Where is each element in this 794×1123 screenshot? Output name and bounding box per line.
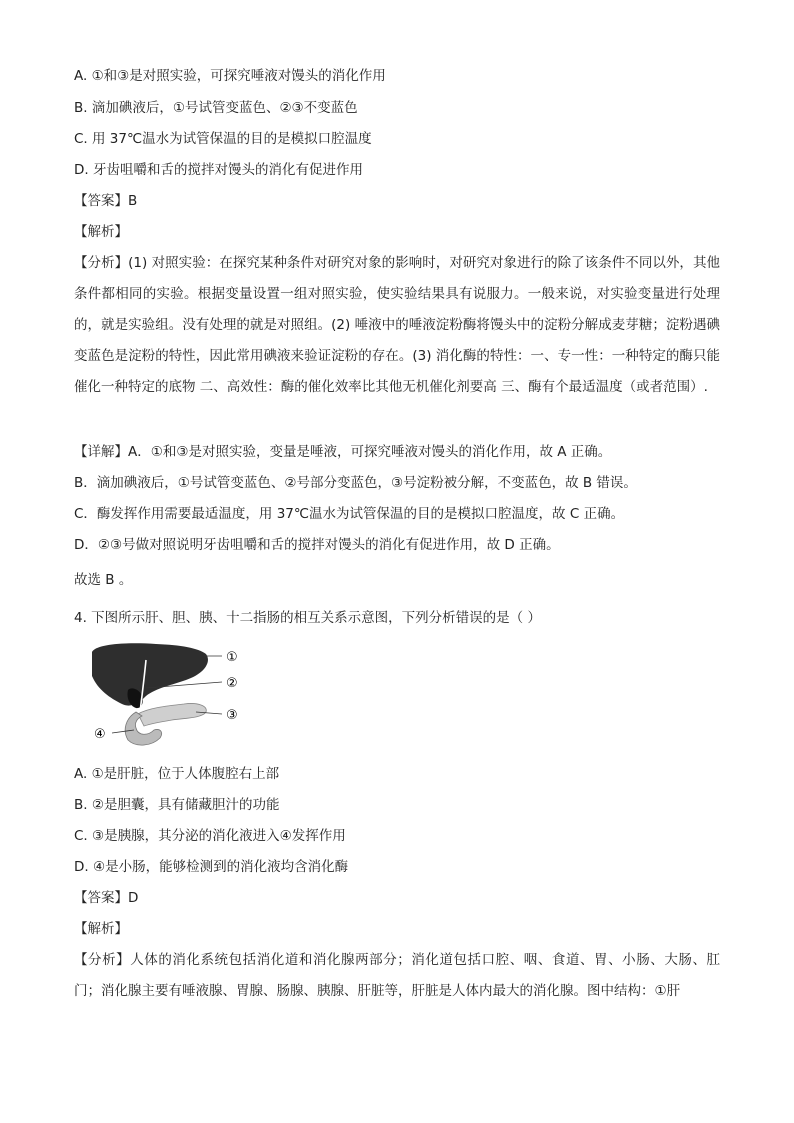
figure-label-2: ② — [226, 676, 238, 691]
digestive-organs-figure — [86, 640, 246, 750]
q3-answer: 【答案】B — [74, 193, 138, 209]
q3-option-a: A. ①和③是对照实验，可探究唾液对馒头的消化作用 — [74, 68, 386, 84]
q3-detail-b: B．滴加碘液后，①号试管变蓝色、②号部分变蓝色，③号淀粉被分解，不变蓝色，故 B 错误。 — [74, 475, 637, 491]
q4-option-c: C. ③是胰腺，其分泌的消化液进入④发挥作用 — [74, 828, 346, 844]
q4-option-b: B. ②是胆囊，具有储藏胆汁的功能 — [74, 797, 280, 813]
figure-label-3: ③ — [226, 708, 238, 723]
q4-analysis-label: 【解析】 — [74, 921, 128, 937]
q4-stem: 4. 下图所示肝、胆、胰、十二指肠的相互关系示意图，下列分析错误的是（ ） — [74, 610, 541, 626]
q3-detail-a: 【详解】A．①和③是对照实验，变量是唾液，可探究唾液对馒头的消化作用，故 A 正确。 — [74, 444, 612, 460]
q4-option-a: A. ①是肝脏，位于人体腹腔右上部 — [74, 766, 280, 782]
q3-analysis-label: 【解析】 — [74, 224, 128, 240]
q3-option-b: B. 滴加碘液后，①号试管变蓝色、②③不变蓝色 — [74, 100, 358, 116]
q3-option-d: D. 牙齿咀嚼和舌的搅拌对馒头的消化有促进作用 — [74, 162, 363, 178]
q3-detail-c: C．酶发挥作用需要最适温度，用 37℃温水为试管保温的目的是模拟口腔温度，故 C 正确。 — [74, 506, 625, 522]
liver-shape — [92, 643, 208, 705]
q4-option-d: D. ④是小肠，能够检测到的消化液均含消化酶 — [74, 859, 349, 875]
q3-option-c: C. 用 37℃温水为试管保温的目的是模拟口腔温度 — [74, 131, 372, 147]
q4-answer: 【答案】D — [74, 890, 139, 906]
q4-analysis-text: 【分析】人体的消化系统包括消化道和消化腺两部分；消化道包括口腔、咽、食道、胃、小肠、大肠、肛门；消化腺主要有唾液腺、胃腺、肠腺、胰腺、肝脏等，肝脏是人体内最大的消化腺。图中结构：①肝 — [74, 952, 720, 999]
q3-detail-d: D．②③号做对照说明牙齿咀嚼和舌的搅拌对馒头的消化有促进作用，故 D 正确。 — [74, 537, 560, 553]
figure-label-4: ④ — [94, 727, 106, 742]
q3-conclusion: 故选 B 。 — [74, 572, 133, 588]
q3-analysis-text: 【分析】(1) 对照实验：在探究某种条件对研究对象的影响时，对研究对象进行的除了该条件不同以外，其他条件都相同的实验。根据变量设置一组对照实验，使实验结果具有说服力。一般来说，对实验变量进行处理的，就是实验组。没有处理的就是对照组。(2) 唾液中的唾液淀粉酶将馒头中的淀粉分解成麦芽糖；淀粉遇碘变蓝色是淀粉的特性，因此常用碘液来验证淀粉的存在。(3) 消化酶的特性：一、专一性：一种特定的酶只能催化一种特定的底物 二、高效性：酶的催化效率比其他无机催化剂要高 三、酶有个最适温度（或者范围）. — [74, 255, 720, 395]
pancreas-shape — [138, 703, 206, 726]
figure-label-1: ① — [226, 650, 238, 665]
